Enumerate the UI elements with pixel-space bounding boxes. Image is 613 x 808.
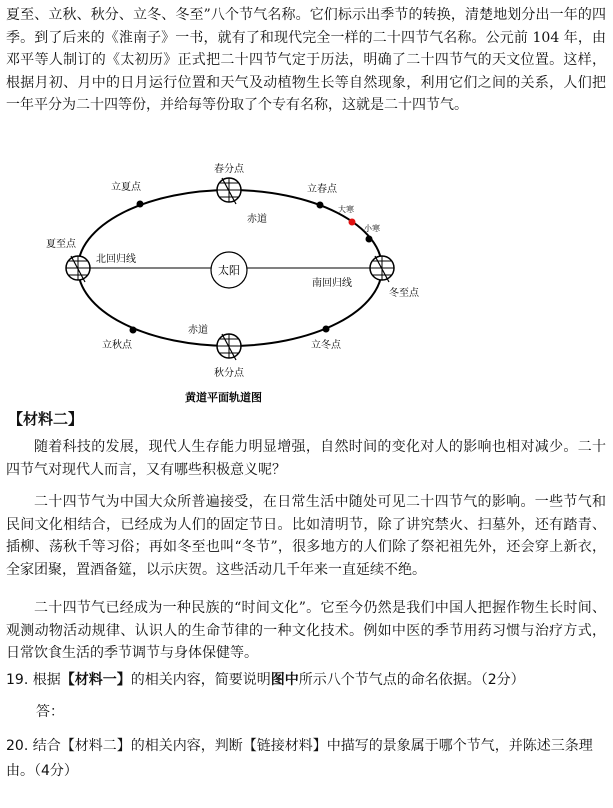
diagram-caption: 黄道平面轨道图: [185, 391, 262, 404]
point-start-autumn: [130, 327, 137, 334]
question-19-bold-a: 【材料一】: [60, 672, 131, 688]
material2-paragraph-2: 二十四节气为中国大众所普遍接受，在日常生活中随处可见二十四节气的影响。一些节气和民间文化相结合，已经成为人们的固定节日。比如清明节，除了讲究禁火、扫墓外，还有踏青、插柳、荡秋千等习俗；再如冬至也叫“冬节”，很多地方的人们除了祭祀祖先外，还会穿上新衣，全家团聚，置酒备筵，以示庆贺。这些活动几千年来一直延续不绝。: [6, 494, 606, 578]
label-tropic-north: 北回归线: [96, 254, 136, 265]
material2-paragraph-3: 二十四节气已经成为一种民族的“时间文化”。它至今仍然是我们中国人把握作物生长时间、观测动物活动规律、认识人的生命节律的一种文化技术。例如中医的季节用药习惯与治疗方式，日常饮食生活的季节调节与身体保健等。: [6, 600, 606, 661]
material2-paragraph-1: 随着科技的发展，现代人生存能力明显增强，自然时间的变化对人的影响也相对减少。二十四节气对现代人而言，又有哪些积极意义呢？: [6, 439, 606, 478]
question-20: [6, 734, 606, 784]
label-autumn-equinox: 秋分点: [214, 368, 244, 379]
globe-spring: [217, 178, 241, 204]
label-start-winter: 立冬点: [311, 340, 341, 351]
label-equator-bottom: 赤道: [188, 325, 208, 336]
point-great-cold: [349, 219, 356, 226]
question-19-bold-b: 图中: [270, 672, 299, 688]
globe-summer: [66, 256, 90, 282]
label-tropic-south: 南回归线: [312, 278, 352, 289]
globe-winter: [370, 256, 394, 282]
ecliptic-orbit-diagram: [0, 148, 613, 408]
material2-heading: 【材料二】: [8, 410, 84, 428]
label-winter-solstice: 冬至点: [389, 288, 419, 299]
material1-paragraph: 夏至、立秋、秋分、立冬、冬至”八个节气名称。它们标示出季节的转换，清楚地划分出一年的四季。到了后来的《淮南子》一书，就有了和现代完全一样的二十四节气名称。公元前 104 年，由邓平等人制订的《太初历》正式把二十四节气定于历法，明确了二十四节气的天文位置。这样，根据月初、月中的日月运行位置和天气及动植物生长等自然现象，利用它们之间的关系，人们把一年平分为二十四等份，并给每等份取了个专有名称，这就是二十四节气。: [6, 7, 606, 113]
label-start-autumn: 立秋点: [102, 340, 132, 351]
question-19-answer-label: 答：: [36, 704, 64, 720]
sun-label: 太阳: [218, 264, 240, 277]
globe-autumn: [217, 334, 241, 360]
label-minor-cold: 小寒: [364, 224, 380, 233]
question-19-text-b: 的相关内容，简要说明: [130, 672, 271, 688]
point-start-summer: [137, 201, 144, 208]
label-start-spring: 立春点: [307, 184, 337, 195]
point-minor-cold: [366, 236, 373, 243]
point-start-spring: [317, 202, 324, 209]
question-20-text: 结合【材料二】的相关内容，判断【链接材料】中描写的景象属于哪个节气，并陈述三条理由。（4分）: [6, 738, 593, 779]
label-summer-solstice: 夏至点: [46, 239, 76, 250]
question-19-text-a: 根据: [32, 672, 61, 688]
label-equator-top: 赤道: [247, 214, 267, 225]
label-start-summer: 立夏点: [111, 182, 141, 193]
label-spring-equinox: 春分点: [214, 164, 244, 175]
question-19-number: 19.: [6, 672, 29, 688]
question-20-number: 20.: [6, 738, 29, 754]
label-great-cold: 大寒: [338, 205, 354, 214]
question-19: [6, 668, 606, 693]
question-19-text-c: 所示八个节气点的命名依据。（2分）: [298, 672, 525, 688]
point-start-winter: [323, 326, 330, 333]
